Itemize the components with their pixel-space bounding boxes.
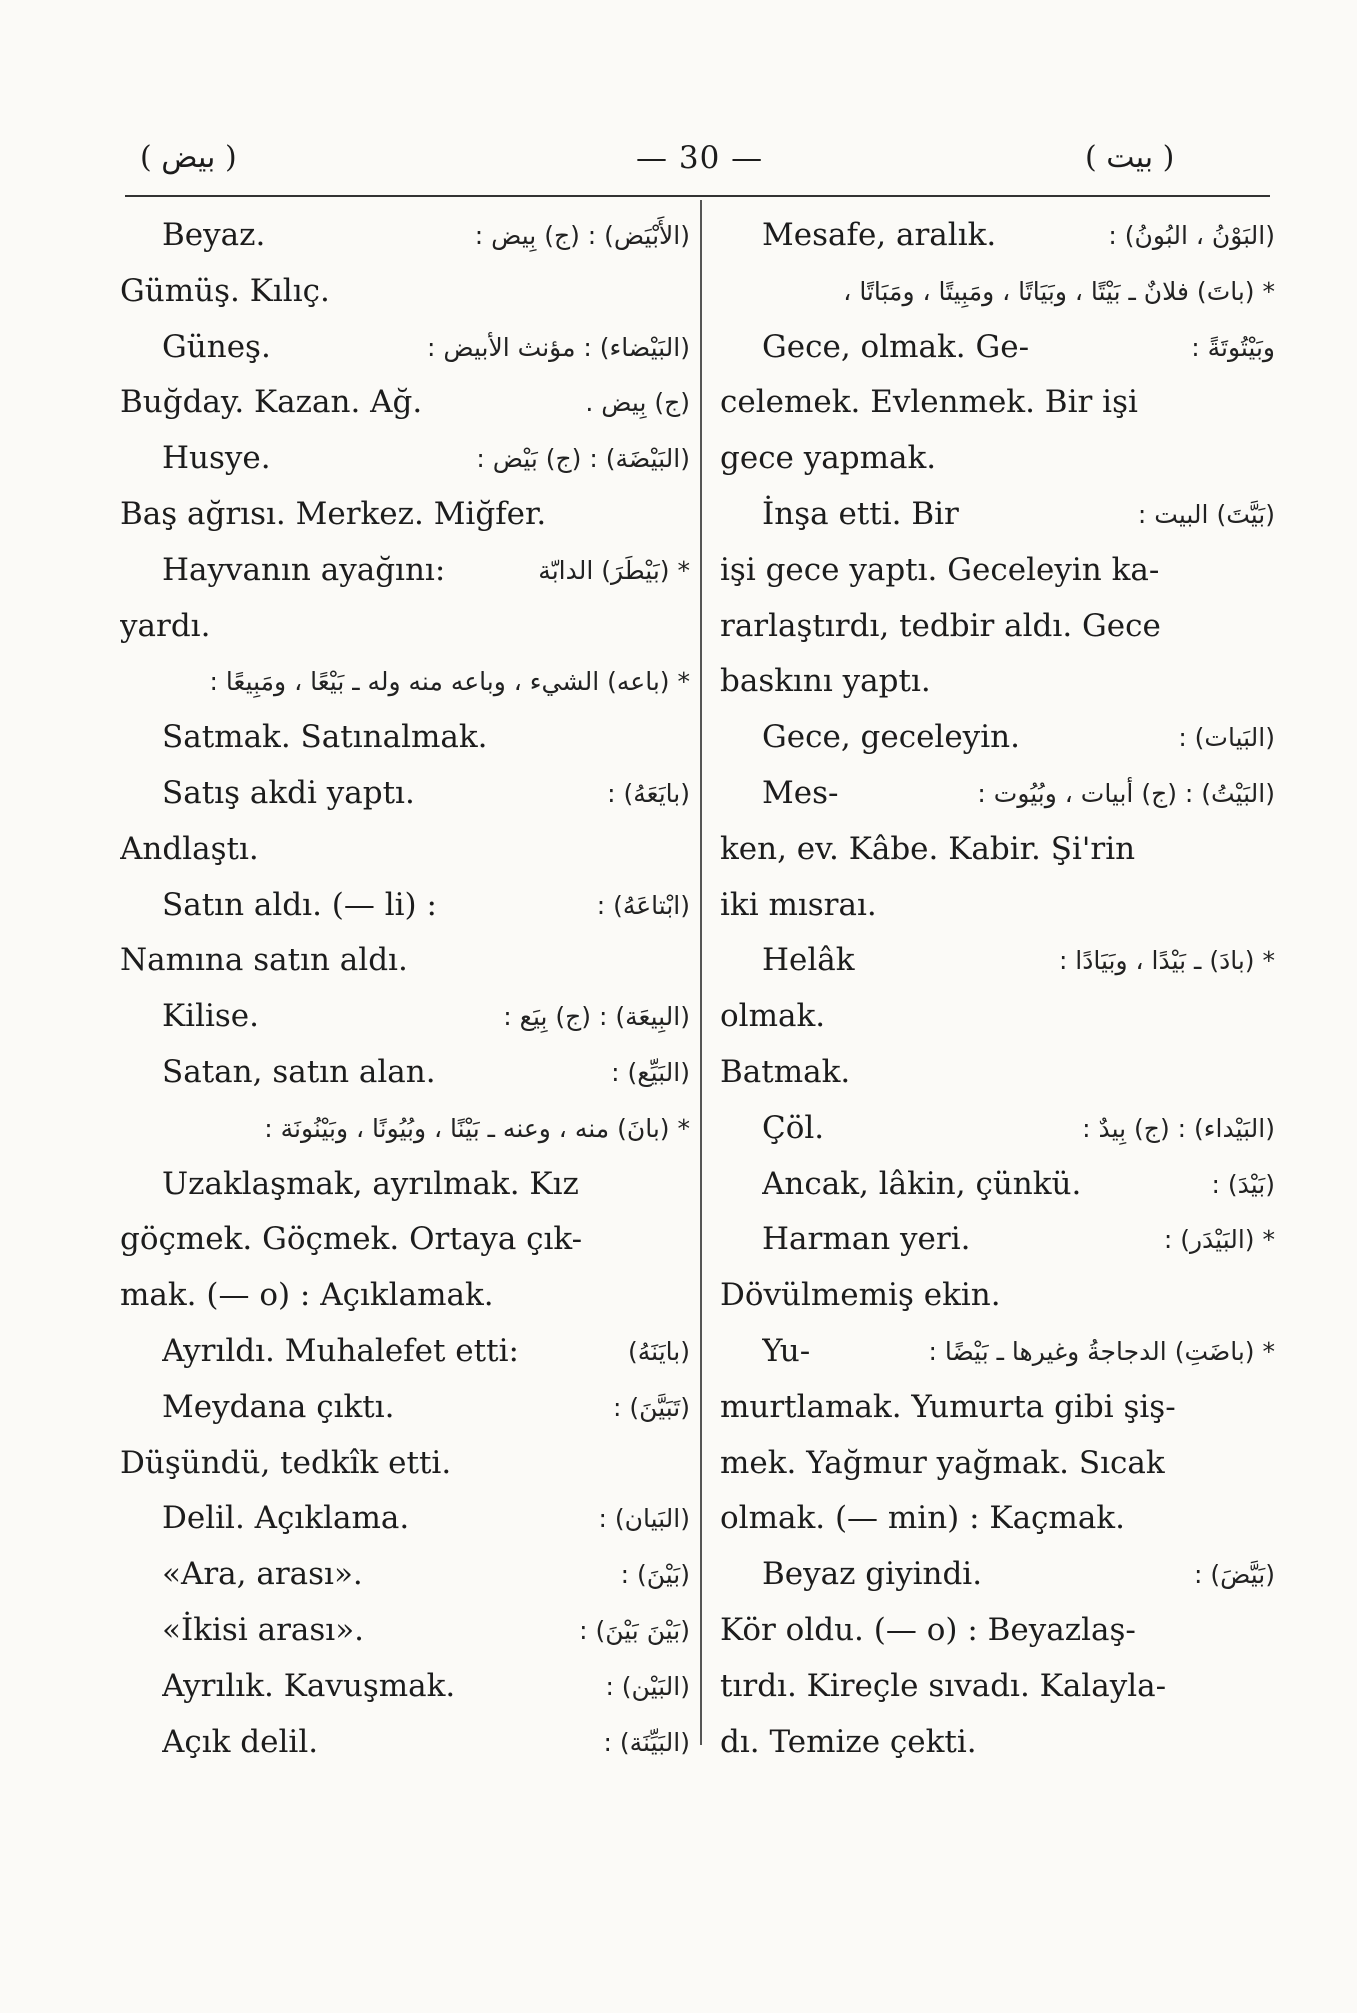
dictionary-line [120, 1045, 690, 1101]
turkish-definition: Delil. Açıklama. [162, 1500, 410, 1537]
dictionary-line [720, 1157, 1275, 1213]
arabic-headword: (بَيْنَ بَيْنَ) : [579, 1615, 690, 1645]
turkish-definition: Mes- [762, 774, 839, 811]
dictionary-line [120, 933, 690, 989]
turkish-definition: Baş ağrısı. Merkez. Miğfer. [120, 495, 547, 532]
dictionary-line [720, 1380, 1275, 1436]
dictionary-line [120, 1603, 690, 1659]
arabic-headword: (بايَعَهُ) : [607, 778, 690, 808]
dictionary-line [120, 1547, 690, 1603]
dictionary-line [720, 431, 1275, 487]
arabic-headword: (بايَنَهُ) [628, 1336, 690, 1366]
dictionary-line [720, 1436, 1275, 1492]
dictionary-line [720, 543, 1275, 599]
dictionary-line [120, 320, 690, 376]
arabic-headword: * (باضَتِ) الدجاجةُ وغيرها ـ بَيْضًا : [928, 1336, 1275, 1366]
arabic-headword: (البِيعَة) : (ج) بِيَع : [503, 1002, 690, 1032]
turkish-definition: Çöl. [762, 1109, 825, 1146]
dictionary-line [720, 1659, 1275, 1715]
dictionary-line [720, 933, 1275, 989]
arabic-headword: * (باعه) الشيء ، وباعه منه وله ـ بَيْعًا ، ومَبِيعًا : [209, 667, 690, 697]
arabic-headword: (البَيْضَة) : (ج) بَيْض : [476, 444, 690, 474]
turkish-definition: mak. (— o) : Açıklamak. [120, 1277, 494, 1314]
dictionary-line [720, 320, 1275, 376]
dictionary-line [120, 878, 690, 934]
turkish-definition: rarlaştırdı, tedbir aldı. Gece [720, 607, 1161, 644]
turkish-definition: Ayrılık. Kavuşmak. [162, 1667, 456, 1704]
dictionary-line [720, 654, 1275, 710]
turkish-definition: Namına satın aldı. [120, 942, 408, 979]
arabic-headword: * (بَيْطَرَ) الدابّة [538, 555, 690, 585]
turkish-definition: Ancak, lâkin, çünkü. [762, 1165, 1082, 1202]
turkish-definition: celemek. Evlenmek. Bir işi [720, 384, 1138, 421]
turkish-definition: Güneş. [162, 328, 271, 365]
arabic-headword: (بَيَّضَ) : [1193, 1560, 1275, 1590]
turkish-definition: Hayvanın ayağını: [162, 551, 446, 588]
turkish-definition: İnşa etti. Bir [762, 495, 959, 532]
dictionary-line [120, 208, 690, 264]
dictionary-line [120, 989, 690, 1045]
turkish-definition: Buğday. Kazan. Ağ. [120, 384, 423, 421]
turkish-definition: baskını yaptı. [720, 663, 931, 700]
dictionary-line [720, 208, 1275, 264]
dictionary-line [720, 1547, 1275, 1603]
turkish-definition: Harman yeri. [762, 1221, 971, 1258]
turkish-definition: Düşündü, tedkîk etti. [120, 1444, 452, 1481]
turkish-definition: göçmek. Göçmek. Ortaya çık- [120, 1221, 583, 1258]
dictionary-line [120, 487, 690, 543]
dictionary-line [120, 1380, 690, 1436]
arabic-headword: (ابْتاعَهُ) : [596, 890, 690, 920]
arabic-headword: (البَيْضاء) : مؤنث الأبيض : [427, 332, 690, 362]
header-rule [125, 195, 1270, 197]
turkish-definition: Dövülmemiş ekin. [720, 1277, 1001, 1314]
dictionary-line [720, 1045, 1275, 1101]
turkish-definition: Meydana çıktı. [162, 1388, 395, 1425]
turkish-definition: Ayrıldı. Muhalefet etti: [162, 1332, 519, 1369]
dictionary-line [720, 1101, 1275, 1157]
turkish-definition: Açık delil. [162, 1723, 319, 1760]
dictionary-line [720, 822, 1275, 878]
arabic-headword: (البَوْنُ ، البُونُ) : [1108, 221, 1275, 250]
turkish-definition: Satan, satın alan. [162, 1053, 436, 1090]
arabic-headword: (بَيْنَ) : [620, 1560, 690, 1590]
right-column [720, 208, 1275, 1770]
turkish-definition: iki mısraı. [720, 886, 877, 923]
arabic-headword: (الأَبْيَض) : (ج) بِيض : [474, 221, 690, 250]
arabic-headword: (البَيِّنَة) : [603, 1727, 690, 1757]
turkish-definition: tırdı. Kireçle sıvadı. Kalayla- [720, 1667, 1167, 1704]
turkish-definition: «İkisi arası». [162, 1611, 365, 1648]
dictionary-line [120, 766, 690, 822]
arabic-headword: (البَيْداء) : (ج) بِيدٌ : [1082, 1113, 1275, 1143]
turkish-definition: Andlaştı. [120, 830, 259, 867]
turkish-definition: murtlamak. Yumurta gibi şiş- [720, 1388, 1176, 1425]
dictionary-line [720, 1715, 1275, 1771]
turkish-definition: Mesafe, aralık. [762, 217, 997, 253]
dictionary-line [720, 1491, 1275, 1547]
arabic-headword: (البَيِّع) : [611, 1057, 690, 1087]
dictionary-line [120, 710, 690, 766]
dictionary-line [720, 878, 1275, 934]
dictionary-line [720, 487, 1275, 543]
arabic-headword: وبَيْتُوتَةً : [1191, 332, 1275, 362]
left-column [120, 208, 690, 1770]
turkish-definition: olmak. (— min) : Kaçmak. [720, 1500, 1125, 1537]
dictionary-line [720, 375, 1275, 431]
arabic-headword: * (البَيْدَر) : [1163, 1225, 1275, 1255]
arabic-headword: * (بادَ) ـ بَيْدًا ، وبَيَادًا : [1058, 946, 1275, 976]
dictionary-line [120, 1101, 690, 1157]
turkish-definition: olmak. [720, 998, 826, 1035]
turkish-definition: dı. Temize çekti. [720, 1723, 977, 1760]
turkish-definition: işi gece yaptı. Geceleyin ka- [720, 551, 1160, 588]
turkish-definition: mek. Yağmur yağmak. Sıcak [720, 1444, 1165, 1481]
column-divider [700, 200, 702, 1745]
dictionary-line [120, 822, 690, 878]
header-left-root: ( بيض ) [140, 140, 237, 175]
arabic-headword: (البَيان) : [598, 1504, 690, 1534]
dictionary-line [120, 543, 690, 599]
dictionary-line [720, 989, 1275, 1045]
arabic-headword: (تَبَيَّنَ) : [613, 1392, 690, 1422]
dictionary-line [120, 375, 690, 431]
turkish-definition: Beyaz. [162, 217, 266, 253]
dictionary-line [120, 1212, 690, 1268]
dictionary-line [120, 1324, 690, 1380]
turkish-definition: yardı. [120, 607, 211, 644]
dictionary-line [120, 654, 690, 710]
dictionary-line [120, 431, 690, 487]
arabic-headword: (ج) بِيض . [585, 388, 690, 418]
dictionary-line [720, 599, 1275, 655]
turkish-definition: Gece, olmak. Ge- [762, 328, 1030, 365]
dictionary-line [120, 1157, 690, 1213]
arabic-headword: (البَيْتُ) : (ج) أبيات ، وبُيُوت : [977, 778, 1275, 808]
turkish-definition: Gece, geceleyin. [762, 719, 1020, 756]
dictionary-line [720, 710, 1275, 766]
turkish-definition: Helâk [762, 942, 855, 979]
arabic-headword: (البَيات) : [1178, 723, 1275, 753]
dictionary-line [720, 1324, 1275, 1380]
arabic-headword: (بَيَّتَ) البيت : [1137, 499, 1275, 529]
header-right-root: ( بيت ) [1085, 140, 1175, 175]
dictionary-line [720, 766, 1275, 822]
turkish-definition: ken, ev. Kâbe. Kabir. Şi'rin [720, 830, 1136, 867]
dictionary-line [120, 1436, 690, 1492]
turkish-definition: Satmak. Satınalmak. [162, 719, 488, 756]
turkish-definition: Satış akdi yaptı. [162, 774, 415, 811]
page-number: — 30 — [636, 140, 764, 176]
turkish-definition: Husye. [162, 440, 271, 477]
turkish-definition: Batmak. [720, 1053, 851, 1090]
turkish-definition: gece yapmak. [720, 440, 937, 477]
dictionary-line [120, 1715, 690, 1771]
dictionary-line [120, 599, 690, 655]
dictionary-line [120, 264, 690, 320]
turkish-definition: Kör oldu. (— o) : Beyazlaş- [720, 1611, 1136, 1648]
dictionary-line [720, 1603, 1275, 1659]
dictionary-line [720, 1212, 1275, 1268]
dictionary-line [720, 1268, 1275, 1324]
dictionary-line [120, 1268, 690, 1324]
dictionary-line [120, 1659, 690, 1715]
dictionary-line [720, 264, 1275, 320]
turkish-definition: Gümüş. Kılıç. [120, 272, 330, 309]
turkish-definition: Yu- [762, 1332, 811, 1369]
turkish-definition: «Ara, arası». [162, 1556, 363, 1593]
turkish-definition: Kilise. [162, 998, 260, 1035]
arabic-headword: * (باتَ) فلانٌ ـ بَيْتًا ، وبَيَاتًا ، ومَبِيتًا ، ومَبَاتًا ، [843, 276, 1275, 306]
turkish-definition: Beyaz giyindi. [762, 1556, 983, 1593]
arabic-headword: (بَيْدَ) : [1211, 1169, 1275, 1199]
arabic-headword: (البَيْن) : [605, 1671, 690, 1701]
turkish-definition: Satın aldı. (— li) : [162, 886, 437, 923]
turkish-definition: Uzaklaşmak, ayrılmak. Kız [162, 1165, 579, 1202]
dictionary-line [120, 1491, 690, 1547]
arabic-headword: * (بانَ) منه ، وعنه ـ بَيْنًا ، وبُيُونًا ، وبَيْنُونَة : [264, 1113, 690, 1143]
